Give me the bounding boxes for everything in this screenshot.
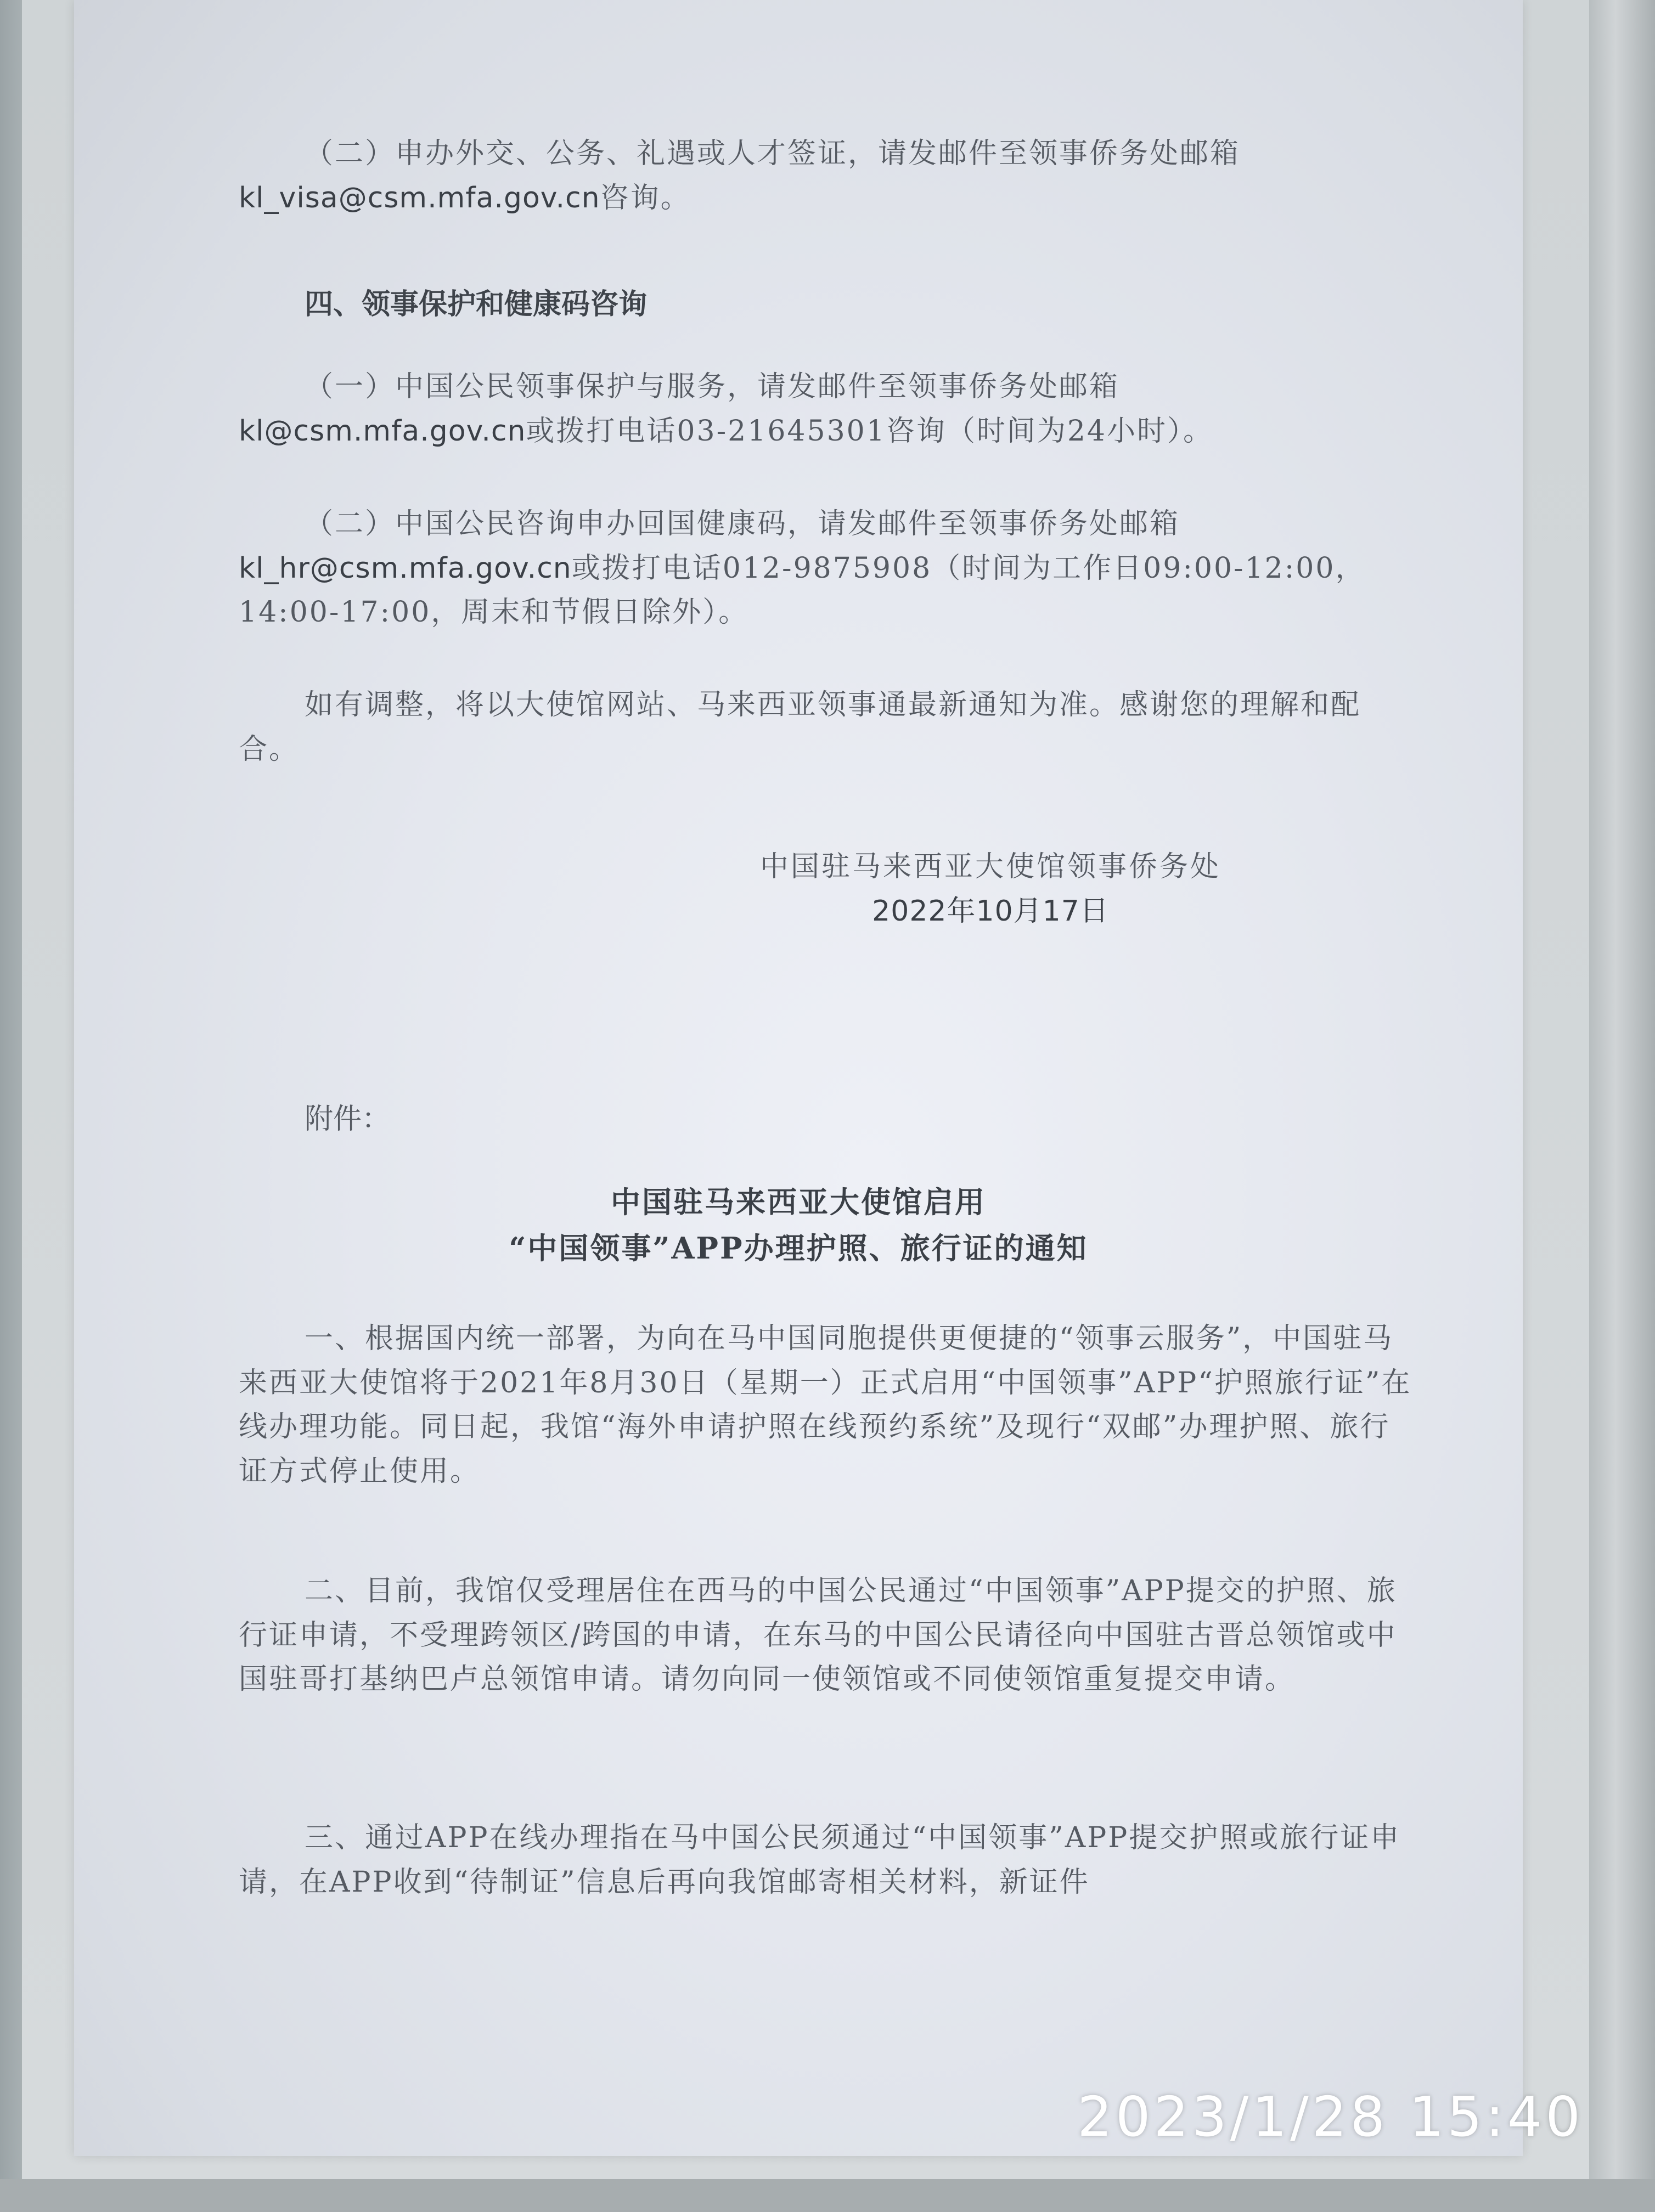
- notice-title-line1: 中国驻马来西亚大使馆启用: [611, 1184, 986, 1220]
- notice-paragraph-2: 二、目前，我馆仅受理居住在西马的中国公民通过“中国领事”APP提交的护照、旅行证申请，不受理跨领区/跨国的申请，在东马的中国公民请径向中国驻古晋总领馆或中国驻哥打基纳巴卢总领馆申请。请勿向同一使领馆或不同使领馆重复提交申请。: [239, 1575, 1397, 1696]
- consular-protection-paragraph: [239, 365, 1418, 453]
- adjustment-notice: 如有调整，将以大使馆网站、马来西亚领事通最新通知为准。感谢您的理解和配合。: [239, 689, 1361, 766]
- section-heading: 四、领事保护和健康码咨询: [305, 287, 648, 321]
- attachment-label: 附件：: [305, 1103, 391, 1136]
- document-page: [74, 0, 1523, 2156]
- health-code-tail: 或拨打电话012-9875908（时间为工作日09:00-12:00，14:00-17:00，周末和节假日除外）。: [239, 551, 1366, 629]
- notice-paragraph-3: 三、通过APP在线办理指在马中国公民须通过“中国领事”APP提交护照或旅行证申请，在APP收到“待制证”信息后再向我馆邮寄相关材料，新证件: [239, 1821, 1401, 1899]
- signature-org: 中国驻马来西亚大使馆领事侨务处: [759, 850, 1221, 883]
- protection-tail: 或拨打电话03-21645301咨询（时间为24小时）。: [526, 414, 1214, 448]
- health-code-paragraph: [239, 502, 1418, 635]
- visa-tail: 咨询。: [600, 181, 691, 215]
- health-code-text: （二）中国公民咨询申办回国健康码，请发邮件至领事侨务处邮箱: [305, 507, 1180, 540]
- signature-date: 2022年10月17日: [872, 894, 1109, 928]
- notice-paragraph-1: 一、根据国内统一部署，为向在马中国同胞提供更便捷的“领事云服务”，中国驻马来西亚大使馆将于2021年8月30日（星期一）正式启用“中国领事”APP“护照旅行证”在线办理功能。同日起，我馆“海外申请护照在线预约系统”及现行“双邮”办理护照、旅行证方式停止使用。: [239, 1322, 1412, 1488]
- visa-paragraph: [239, 132, 1418, 220]
- binder-edge: [1589, 0, 1655, 2212]
- visa-email: kl_visa@csm.mfa.gov.cn: [239, 181, 600, 215]
- binder-bottom: [0, 2179, 1655, 2212]
- notice-title: [74, 1180, 1523, 1271]
- notice-title-line2: “中国领事”APP办理护照、旅行证的通知: [509, 1230, 1088, 1266]
- visa-text: （二）申办外交、公务、礼遇或人才签证，请发邮件至领事侨务处邮箱: [305, 137, 1241, 170]
- protection-text: （一）中国公民领事保护与服务，请发邮件至领事侨务处邮箱: [305, 370, 1120, 403]
- camera-timestamp: 2023/1/28 15:40: [1077, 2085, 1584, 2149]
- protection-email: kl@csm.mfa.gov.cn: [239, 414, 526, 448]
- health-code-email: kl_hr@csm.mfa.gov.cn: [239, 551, 572, 585]
- signature-block: [744, 845, 1237, 933]
